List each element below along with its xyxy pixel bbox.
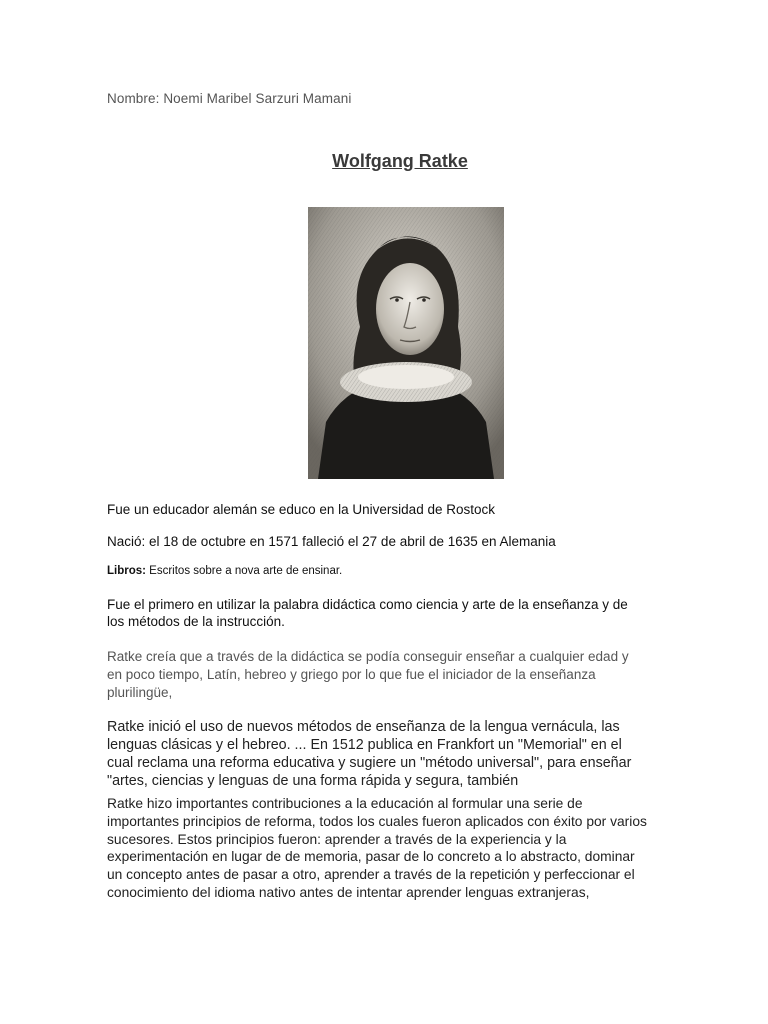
portrait-engraving-icon — [308, 207, 504, 479]
document-title: Wolfgang Ratke — [332, 151, 468, 171]
paragraph-dates: Nació: el 18 de octubre en 1571 falleció el 27 de abril de 1635 en Alemania — [107, 534, 556, 549]
paragraph-beliefs: Ratke creía que a través de la didáctica se podía conseguir enseñar a cualquier edad y en poco tiempo, Latín, hebreo y griego por lo que fue el iniciador de la enseñanza plurilingüe, — [107, 649, 629, 700]
paragraph-contributions: Ratke hizo importantes contribuciones a la educación al formular una serie de importantes principios de reforma, todos los cuales fueron aplicados con éxito por varios sucesores. Estos principios fueron: aprender a través de la experiencia y la experimentación en lugar de de memoria, pasar de lo concreto a lo abstracto, dominar un concepto antes de pasar a otro, aprender a través de la repetición y perfeccionar el conocimiento del idioma nativo antes de intentar aprender lenguas extranjeras, — [107, 796, 647, 900]
paragraph-education: Fue un educador alemán se educo en la Universidad de Rostock — [107, 502, 495, 517]
author-name: Nombre: Noemi Maribel Sarzuri Mamani — [107, 91, 352, 106]
books-label: Libros: — [107, 565, 146, 577]
paragraph-didactics: Fue el primero en utilizar la palabra didáctica como ciencia y arte de la enseñanza y de los métodos de la instrucción. — [107, 597, 628, 629]
paragraph-methods: Ratke inició el uso de nuevos métodos de enseñanza de la lengua vernácula, las lenguas clásicas y el hebreo. ... En 1512 publica en Frankfort un "Memorial" en el cual reclama una reforma educativa y sugiere un "método universal", para enseñar "artes, ciencias y lenguas de una forma rápida y segura, también — [107, 719, 632, 789]
paragraph-books — [107, 565, 647, 577]
portrait-image — [308, 207, 504, 479]
books-text: Escritos sobre a nova arte de ensinar. — [145, 565, 343, 577]
